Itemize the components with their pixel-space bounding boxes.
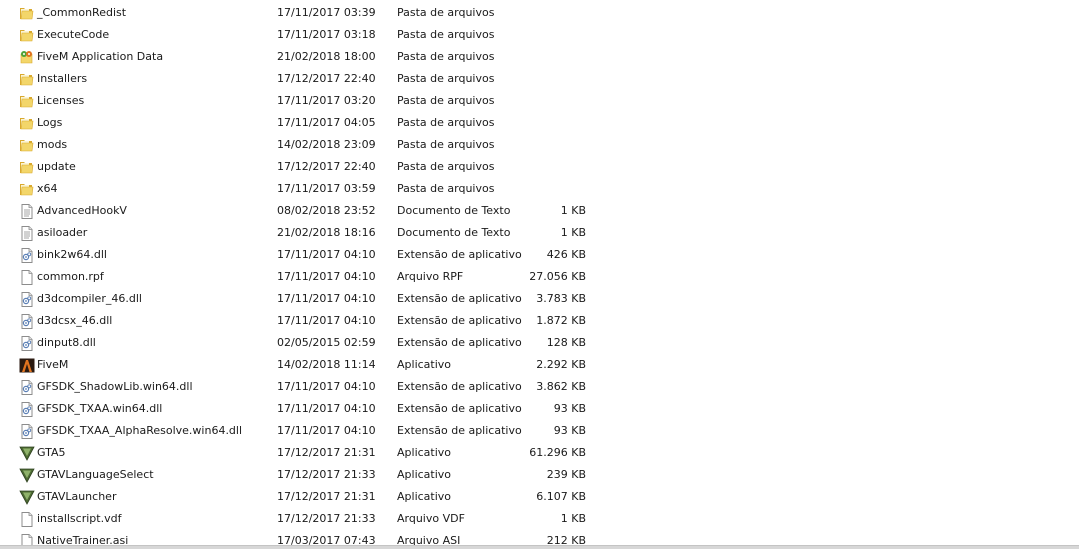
folder-icon [19,28,35,43]
file-date-modified: 17/11/2017 04:10 [277,270,376,283]
file-name: installscript.vdf [37,512,122,525]
file-type: Aplicativo [397,468,452,481]
file-row[interactable] [0,134,1079,156]
gta-v-app-icon [19,490,35,505]
dll-file-icon [19,402,35,417]
file-date-modified: 17/11/2017 04:05 [277,116,376,129]
file-date-modified: 17/11/2017 03:39 [277,6,376,19]
file-row[interactable] [0,508,1079,530]
file-name: Installers [37,72,88,85]
file-type: Documento de Texto [397,226,511,239]
file-date-modified: 17/11/2017 04:10 [277,380,376,393]
folder-icon [19,72,35,87]
dll-file-icon [19,292,35,307]
file-type: Extensão de aplicativo [397,380,522,393]
file-size: 93 KB [553,424,586,437]
file-size: 3.862 KB [536,380,586,393]
file-size: 2.292 KB [536,358,586,371]
file-type: Arquivo RPF [397,270,464,283]
file-name: dinput8.dll [37,336,96,349]
file-name: bink2w64.dll [37,248,107,261]
file-row[interactable] [0,222,1079,244]
dll-file-icon [19,248,35,263]
file-name: asiloader [37,226,88,239]
file-type: Extensão de aplicativo [397,248,522,261]
folder-icon [19,160,35,175]
file-size: 212 KB [546,534,586,545]
file-date-modified: 08/02/2018 23:52 [277,204,376,217]
file-date-modified: 17/11/2017 03:18 [277,28,376,41]
file-name: NativeTrainer.asi [37,534,129,545]
file-name: GFSDK_ShadowLib.win64.dll [37,380,193,393]
file-size: 128 KB [546,336,586,349]
file-type: Extensão de aplicativo [397,402,522,415]
file-row[interactable] [0,376,1079,398]
text-document-icon [19,204,35,219]
fivem-folder-icon [19,50,35,65]
file-name: Licenses [37,94,85,107]
file-name: d3dcompiler_46.dll [37,292,142,305]
file-row[interactable] [0,156,1079,178]
file-row[interactable] [0,200,1079,222]
file-type: Aplicativo [397,490,452,503]
horizontal-scrollbar[interactable] [0,545,1079,549]
file-type: Aplicativo [397,446,452,459]
text-document-icon [19,226,35,241]
file-type: Pasta de arquivos [397,182,495,195]
dll-file-icon [19,424,35,439]
fivem-app-icon [19,358,35,373]
file-type: Aplicativo [397,358,452,371]
file-row[interactable] [0,24,1079,46]
file-date-modified: 17/11/2017 04:10 [277,248,376,261]
blank-file-icon [19,534,35,545]
file-date-modified: 17/11/2017 04:10 [277,292,376,305]
file-row[interactable] [0,486,1079,508]
file-name: common.rpf [37,270,104,283]
file-row[interactable] [0,266,1079,288]
file-size: 27.056 KB [529,270,586,283]
file-name: AdvancedHookV [37,204,127,217]
file-name: d3dcsx_46.dll [37,314,113,327]
file-name: GTAVLanguageSelect [37,468,154,481]
file-date-modified: 14/02/2018 23:09 [277,138,376,151]
file-type: Arquivo ASI [397,534,461,545]
file-name: GTAVLauncher [37,490,117,503]
file-size: 3.783 KB [536,292,586,305]
file-date-modified: 17/11/2017 04:10 [277,402,376,415]
file-size: 61.296 KB [529,446,586,459]
file-type: Documento de Texto [397,204,511,217]
file-date-modified: 17/11/2017 03:20 [277,94,376,107]
file-type: Pasta de arquivos [397,72,495,85]
file-row[interactable] [0,288,1079,310]
file-type: Pasta de arquivos [397,160,495,173]
file-size: 6.107 KB [536,490,586,503]
file-date-modified: 17/12/2017 21:33 [277,512,376,525]
file-size: 1 KB [560,204,586,217]
file-type: Pasta de arquivos [397,94,495,107]
file-size: 239 KB [546,468,586,481]
file-row[interactable] [0,46,1079,68]
file-date-modified: 17/03/2017 07:43 [277,534,376,545]
file-row[interactable] [0,90,1079,112]
folder-icon [19,182,35,197]
file-date-modified: 14/02/2018 11:14 [277,358,376,371]
file-row[interactable] [0,464,1079,486]
file-row[interactable] [0,442,1079,464]
file-date-modified: 17/11/2017 04:10 [277,424,376,437]
folder-icon [19,94,35,109]
file-date-modified: 17/12/2017 21:33 [277,468,376,481]
file-name: FiveM [37,358,69,371]
blank-file-icon [19,512,35,527]
file-date-modified: 02/05/2015 02:59 [277,336,376,349]
file-row[interactable] [0,68,1079,90]
file-row[interactable] [0,178,1079,200]
file-size: 1.872 KB [536,314,586,327]
file-type: Pasta de arquivos [397,116,495,129]
file-row[interactable] [0,244,1079,266]
file-type: Extensão de aplicativo [397,314,522,327]
file-row[interactable] [0,310,1079,332]
blank-file-icon [19,270,35,285]
folder-icon [19,6,35,21]
file-type: Extensão de aplicativo [397,336,522,349]
file-name: update [37,160,76,173]
file-name: FiveM Application Data [37,50,164,63]
file-name: GFSDK_TXAA_AlphaResolve.win64.dll [37,424,243,437]
file-name: x64 [37,182,58,195]
file-date-modified: 21/02/2018 18:16 [277,226,376,239]
gta-v-app-icon [19,446,35,461]
file-type: Pasta de arquivos [397,50,495,63]
dll-file-icon [19,380,35,395]
file-size: 1 KB [560,512,586,525]
file-date-modified: 17/12/2017 22:40 [277,72,376,85]
file-size: 93 KB [553,402,586,415]
file-date-modified: 17/11/2017 03:59 [277,182,376,195]
file-row[interactable] [0,112,1079,134]
file-date-modified: 17/12/2017 21:31 [277,490,376,503]
file-date-modified: 17/12/2017 21:31 [277,446,376,459]
file-date-modified: 17/12/2017 22:40 [277,160,376,173]
file-list [0,2,1079,545]
file-name: Logs [37,116,63,129]
file-type: Pasta de arquivos [397,6,495,19]
file-name: mods [37,138,68,151]
file-type: Arquivo VDF [397,512,465,525]
file-name: GFSDK_TXAA.win64.dll [37,402,163,415]
file-type: Pasta de arquivos [397,138,495,151]
dll-file-icon [19,336,35,351]
folder-icon [19,138,35,153]
file-date-modified: 21/02/2018 18:00 [277,50,376,63]
file-row[interactable] [0,398,1079,420]
file-row[interactable] [0,332,1079,354]
file-size: 426 KB [546,248,586,261]
folder-icon [19,116,35,131]
file-row[interactable] [0,420,1079,442]
file-date-modified: 17/11/2017 04:10 [277,314,376,327]
file-size: 1 KB [560,226,586,239]
file-type: Extensão de aplicativo [397,424,522,437]
file-row[interactable] [0,2,1079,24]
file-type: Pasta de arquivos [397,28,495,41]
file-row[interactable] [0,354,1079,376]
file-name: _CommonRedist [37,6,127,19]
file-row[interactable] [0,530,1079,545]
gta-v-app-icon [19,468,35,483]
file-name: GTA5 [37,446,66,459]
dll-file-icon [19,314,35,329]
file-type: Extensão de aplicativo [397,292,522,305]
file-name: ExecuteCode [37,28,110,41]
